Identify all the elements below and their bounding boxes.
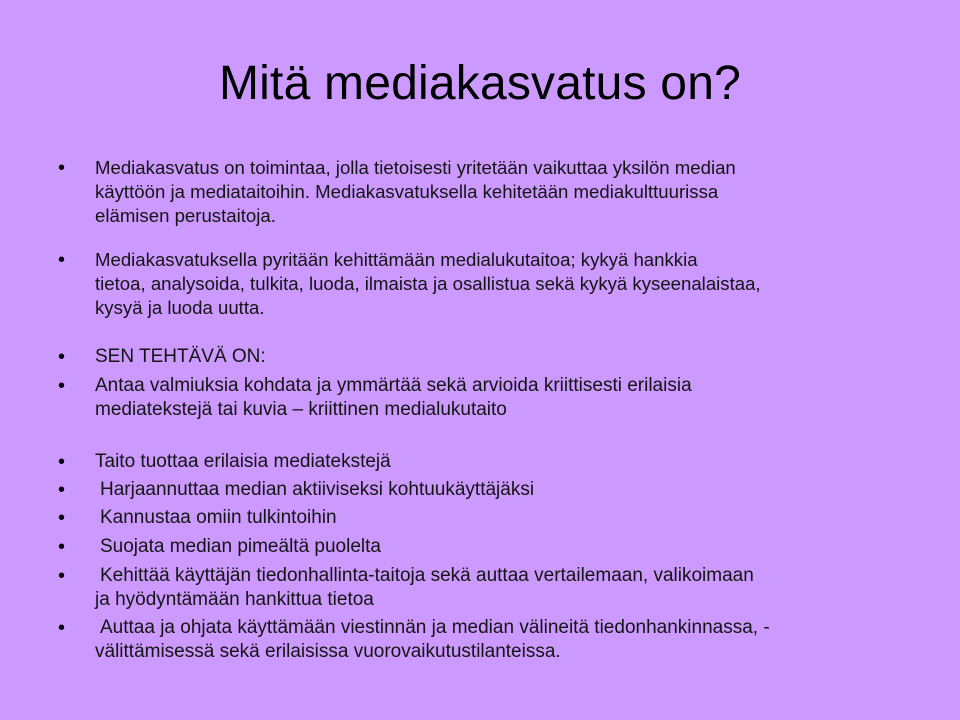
section-heading: SEN TEHTÄVÄ ON: bbox=[95, 346, 266, 367]
bullet-marker: • bbox=[58, 617, 66, 639]
bullet-marker: • bbox=[58, 565, 66, 587]
bullet-text bbox=[95, 156, 915, 228]
bullet-line: Kannustaa omiin tulkintoihin bbox=[100, 507, 337, 528]
bullet-text bbox=[95, 248, 915, 320]
bullet-line: mediatekstejä tai kuvia – kriittinen medialukutaito bbox=[95, 399, 507, 420]
bullet-text bbox=[100, 478, 915, 502]
bullet-line: Mediakasvatus on toimintaa, jolla tietoisesti yritetään vaikuttaa yksilön median bbox=[95, 157, 736, 178]
bullet-text bbox=[95, 616, 915, 664]
bullet-text bbox=[100, 506, 915, 530]
bullet-line: Auttaa ja ohjata käyttämään viestinnän ja median välineitä tiedonhankinnassa, - bbox=[100, 617, 770, 638]
bullet-marker: • bbox=[58, 451, 66, 473]
bullet-line: kysyä ja luoda uutta. bbox=[95, 297, 265, 318]
bullet-marker: • bbox=[58, 346, 66, 368]
bullet-text bbox=[100, 535, 915, 559]
bullet-marker: • bbox=[58, 507, 66, 529]
bullet-line: Antaa valmiuksia kohdata ja ymmärtää sekä arvioida kriittisesti erilaisia bbox=[95, 375, 692, 396]
slide-title: Mitä mediakasvatus on? bbox=[219, 57, 741, 110]
bullet-marker: • bbox=[58, 157, 66, 179]
bullet-line: käyttöön ja mediataitoihin. Mediakasvatuksella kehitetään mediakulttuurissa bbox=[95, 181, 719, 202]
bullet-text bbox=[95, 345, 915, 369]
bullet-marker: • bbox=[58, 479, 66, 501]
bullet-line: Harjaannuttaa median aktiiviseksi kohtuukäyttäjäksi bbox=[100, 479, 535, 500]
bullet-line: Mediakasvatuksella pyritään kehittämään medialukutaitoa; kykyä hankkia bbox=[95, 249, 698, 270]
bullet-line: välittämisessä sekä erilaisissa vuorovaikutustilanteissa. bbox=[95, 641, 561, 662]
bullet-line: ja hyödyntämään hankittua tietoa bbox=[95, 589, 374, 610]
bullet-marker: • bbox=[58, 375, 66, 397]
bullet-text bbox=[95, 450, 915, 474]
bullet-marker: • bbox=[58, 536, 66, 558]
bullet-marker: • bbox=[58, 249, 66, 271]
bullet-line: Kehittää käyttäjän tiedonhallinta-taitoja sekä auttaa vertailemaan, valikoimaan bbox=[100, 565, 754, 586]
bullet-line: Taito tuottaa erilaisia mediatekstejä bbox=[95, 451, 391, 472]
bullet-text bbox=[95, 374, 915, 422]
bullet-text bbox=[95, 564, 915, 612]
bullet-line: elämisen perustaitoja. bbox=[95, 205, 276, 226]
bullet-line: tietoa, analysoida, tulkita, luoda, ilmaista ja osallistua sekä kykyä kyseenalaistaa, bbox=[95, 273, 761, 294]
bullet-line: Suojata median pimeältä puolelta bbox=[100, 536, 381, 557]
